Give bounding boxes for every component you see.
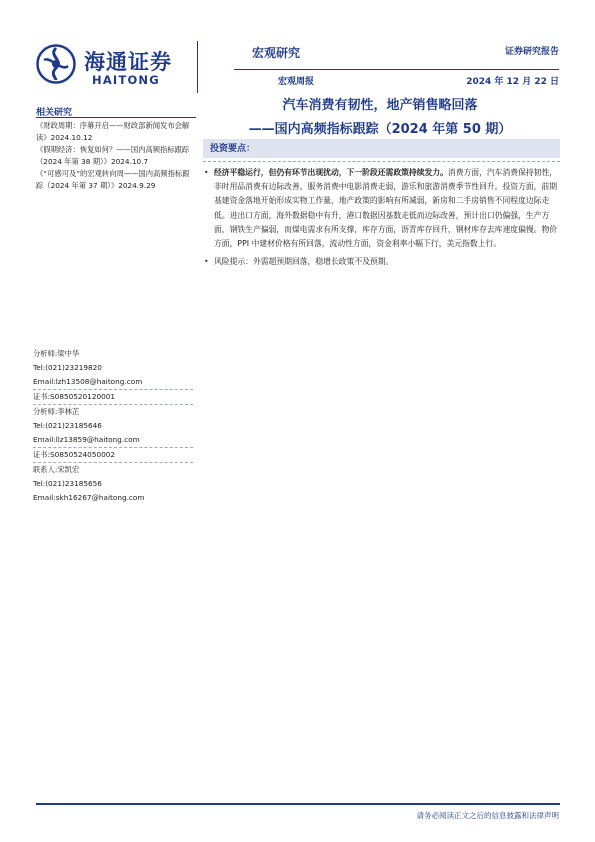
analyst-name: 分析师:梁中华 xyxy=(33,349,80,358)
header-divider-horizontal xyxy=(234,69,559,70)
bullet-icon: • xyxy=(204,168,209,177)
analyst-tel: Tel:(021)23219820 xyxy=(33,363,102,372)
logo-english-text: HAITONG xyxy=(92,73,160,87)
risk-warning-text: 风险提示：外需超预期回落，稳增长政策不及预期。 xyxy=(214,257,394,267)
key-points-list xyxy=(204,166,559,273)
related-research-item[interactable]: 《假期经济：恢复如何？——国内高频指标跟踪（2024 年第 38 期）》2024.10.7 xyxy=(36,145,190,166)
header-divider-vertical xyxy=(197,41,198,93)
analyst-block xyxy=(33,347,193,405)
report-title: 汽车消费有韧性，地产销售略回落 xyxy=(282,98,478,113)
contact-name: 联系人:宋凯宏 xyxy=(33,465,80,474)
related-research-heading: 相关研究 xyxy=(36,108,73,118)
related-research-list xyxy=(36,120,196,192)
key-points-label: 投资要点： xyxy=(210,144,256,154)
analyst-email[interactable]: Email:lzh13508@haitong.com xyxy=(33,377,143,386)
key-points-header-bar xyxy=(203,139,560,158)
logo-chinese-text: 海通证券 xyxy=(84,49,172,74)
key-point-item xyxy=(204,166,559,251)
bullet-icon: • xyxy=(204,257,209,267)
key-point-item xyxy=(204,255,559,269)
report-subcategory: 宏观周报 xyxy=(278,77,315,87)
haitong-emblem-icon xyxy=(36,44,76,84)
related-research-divider xyxy=(36,117,196,118)
footer-disclaimer: 请务必阅读正文之后的信息披露和法律声明 xyxy=(416,811,559,820)
key-point-text: 消费方面，汽车消费保持韧性，非时用品消费有边际改善，服务消费中电影消费走弱，游乐和旅游消费季节性回升。投资方面，前期基建资金落地开始形成实物工作量，地产政策的影响有所减弱，新房和二手房销售不同程度边际走低。进出口方面，海外数据稳中有升，港口数据因基数走低而边际改善，预计出口仍偏强，生产方面，钢铁生产偏弱，而煤电需求有所支撑，库存方面，沥青库存回升，钢材库存去库速度偏慢。物价方面，PPI 中建材价格有所回落，流动性方面，资金利率小幅下行，美元指数上行。 xyxy=(214,168,558,249)
footer-divider xyxy=(36,803,560,805)
analyst-email[interactable]: Email:llz13859@haitong.com xyxy=(33,435,140,444)
report-subtitle: ——国内高频指标跟踪（2024 年第 50 期） xyxy=(248,122,512,137)
related-research-item[interactable]: 《“可感可及”的宏观转向周——国内高频指标跟踪（2024 年第 37 期）》2024.9.29 xyxy=(36,169,190,190)
contact-tel: Tel:(021)23185656 xyxy=(33,479,102,488)
report-category: 宏观研究 xyxy=(252,46,301,60)
haitong-logo xyxy=(36,44,186,96)
analyst-contacts xyxy=(33,347,193,505)
key-point-lead: 经济平稳运行，但仍有环节出现扰动，下一阶段还需政策持续发力。 xyxy=(214,168,448,177)
analyst-cert: 证书:S0850524050002 xyxy=(33,450,116,459)
contact-email[interactable]: Email:skh16267@haitong.com xyxy=(33,493,145,502)
analyst-block xyxy=(33,405,193,463)
analyst-tel: Tel:(021)23185646 xyxy=(33,421,102,430)
analyst-name: 分析师:李林芷 xyxy=(33,407,80,416)
analyst-block xyxy=(33,463,193,505)
related-research-item[interactable]: 《财政周期：序幕开启——财政部新闻发布会解读》2024.10.12 xyxy=(36,121,190,142)
report-date: 2024 年 12 月 22 日 xyxy=(466,77,559,87)
report-type: 证券研究报告 xyxy=(504,47,559,57)
key-points-divider xyxy=(203,161,560,162)
analyst-cert: 证书:S0850520120001 xyxy=(33,392,116,401)
